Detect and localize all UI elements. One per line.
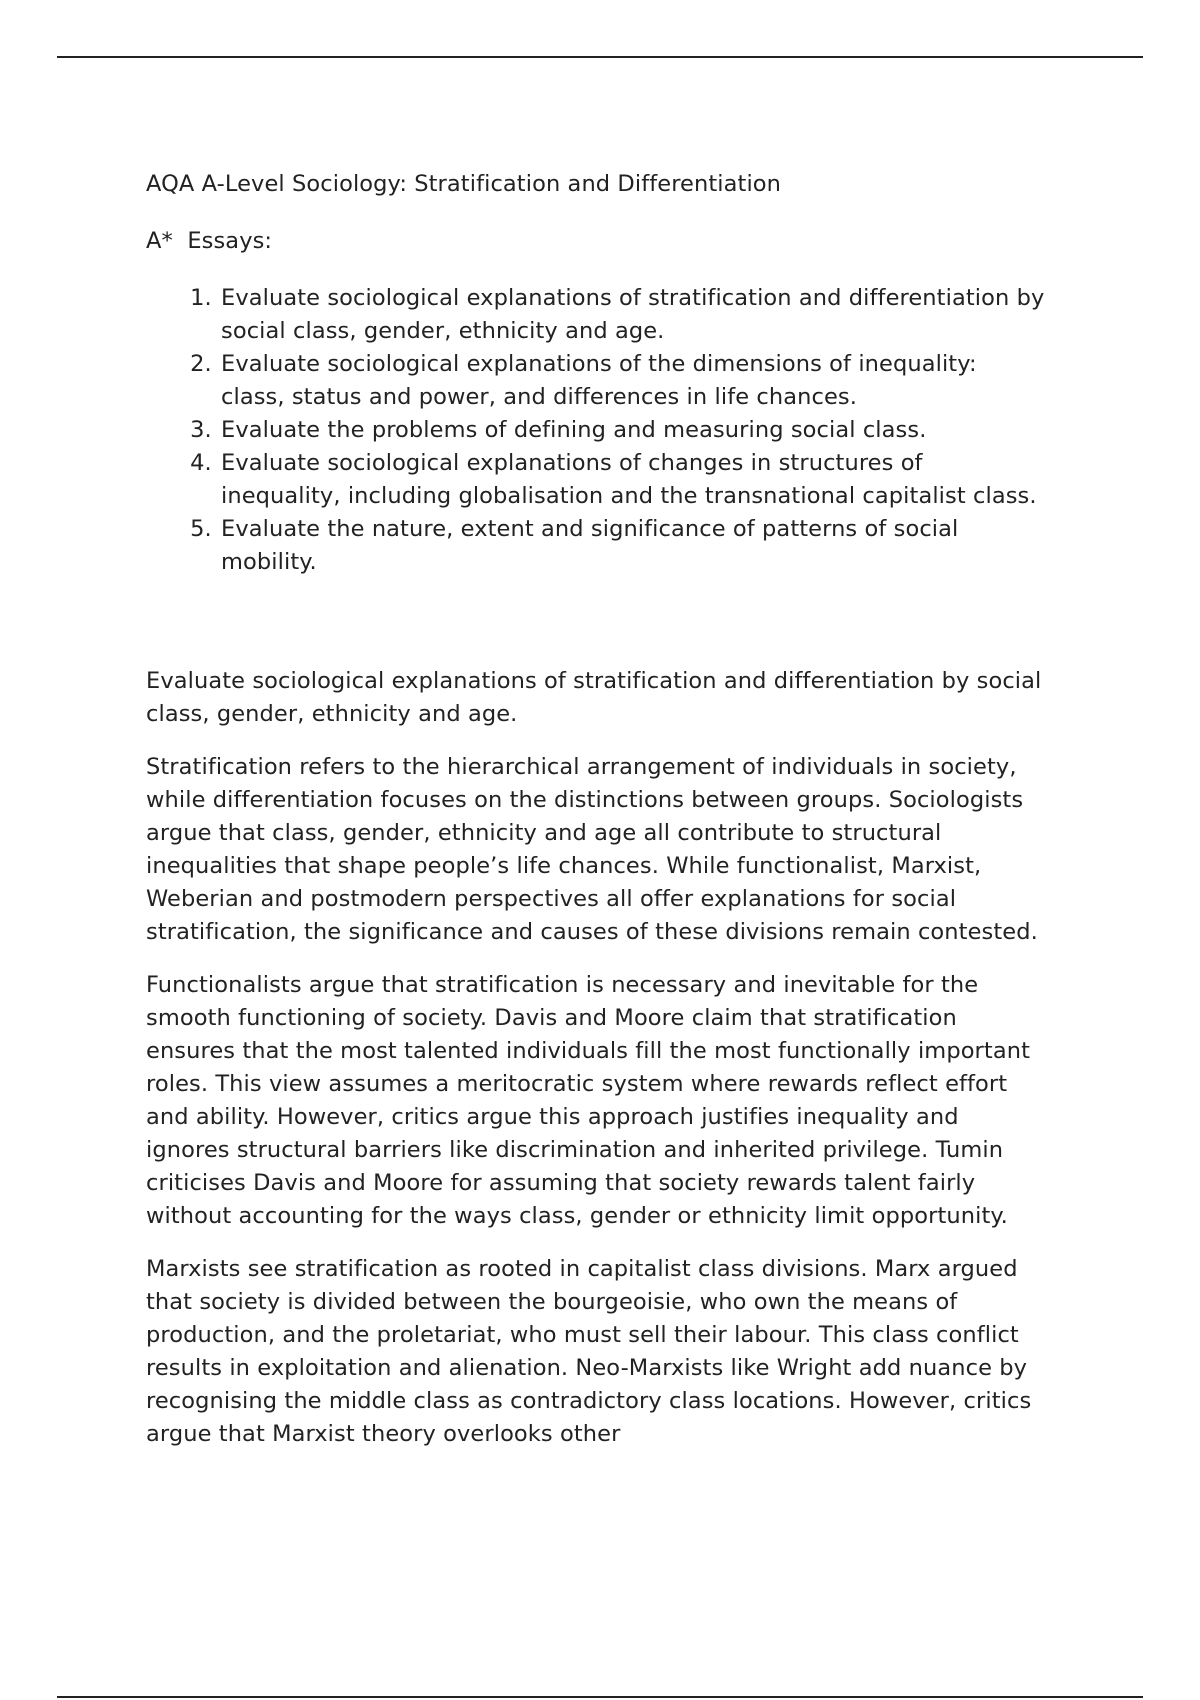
document-body [146, 168, 1046, 1451]
bottom-divider [57, 1696, 1143, 1698]
top-divider [57, 56, 1143, 58]
essays-subtitle: A* Essays: [146, 228, 273, 254]
body-paragraph: Functionalists argue that stratification is necessary and inevitable for the smooth functioning of society. Davis and Moore claim that stratification ensures that the most talented individuals fill the most functionally important roles. This view assumes a meritocratic system where rewards reflect effort and ability. However, critics argue this approach justifies inequality and ignores structural barriers like discrimination and inherited privilege. Tumin criticises Davis and Moore for assuming that society rewards talent fairly without accounting for the ways class, gender or ethnicity limit opportunity. [146, 972, 1031, 1229]
document-title: AQA A-Level Sociology: Stratification and Differentiation [146, 171, 782, 197]
essay-heading: Evaluate sociological explanations of stratification and differentiation by social class, gender, ethnicity and age. [146, 668, 1042, 727]
essay-list [146, 282, 1046, 579]
essay-list-item: 5. Evaluate the nature, extent and significance of patterns of social mobility. [219, 513, 1046, 579]
essay-list-item: 3. Evaluate the problems of defining and measuring social class. [219, 414, 1046, 447]
essay-list-item: 1. Evaluate sociological explanations of stratification and differentiation by social class, gender, ethnicity and age. [219, 282, 1046, 348]
essay-list-item: 4. Evaluate sociological explanations of changes in structures of inequality, including globalisation and the transnational capitalist class. [219, 447, 1046, 513]
body-paragraph: Marxists see stratification as rooted in capitalist class divisions. Marx argued that society is divided between the bourgeoisie, who own the means of production, and the proletariat, who must sell their labour. This class conflict results in exploitation and alienation. Neo-Marxists like Wright add nuance by recognising the middle class as contradictory class locations. However, critics argue that Marxist theory overlooks other [146, 1256, 1032, 1447]
essay-list-item: 2. Evaluate sociological explanations of the dimensions of inequality: class, status and power, and differences in life chances. [219, 348, 1046, 414]
body-paragraph: Stratification refers to the hierarchical arrangement of individuals in society, while differentiation focuses on the distinctions between groups. Sociologists argue that class, gender, ethnicity and age all contribute to structural inequalities that shape people’s life chances. While functionalist, Marxist, Weberian and postmodern perspectives all offer explanations for social stratification, the significance and causes of these divisions remain contested. [146, 754, 1038, 945]
